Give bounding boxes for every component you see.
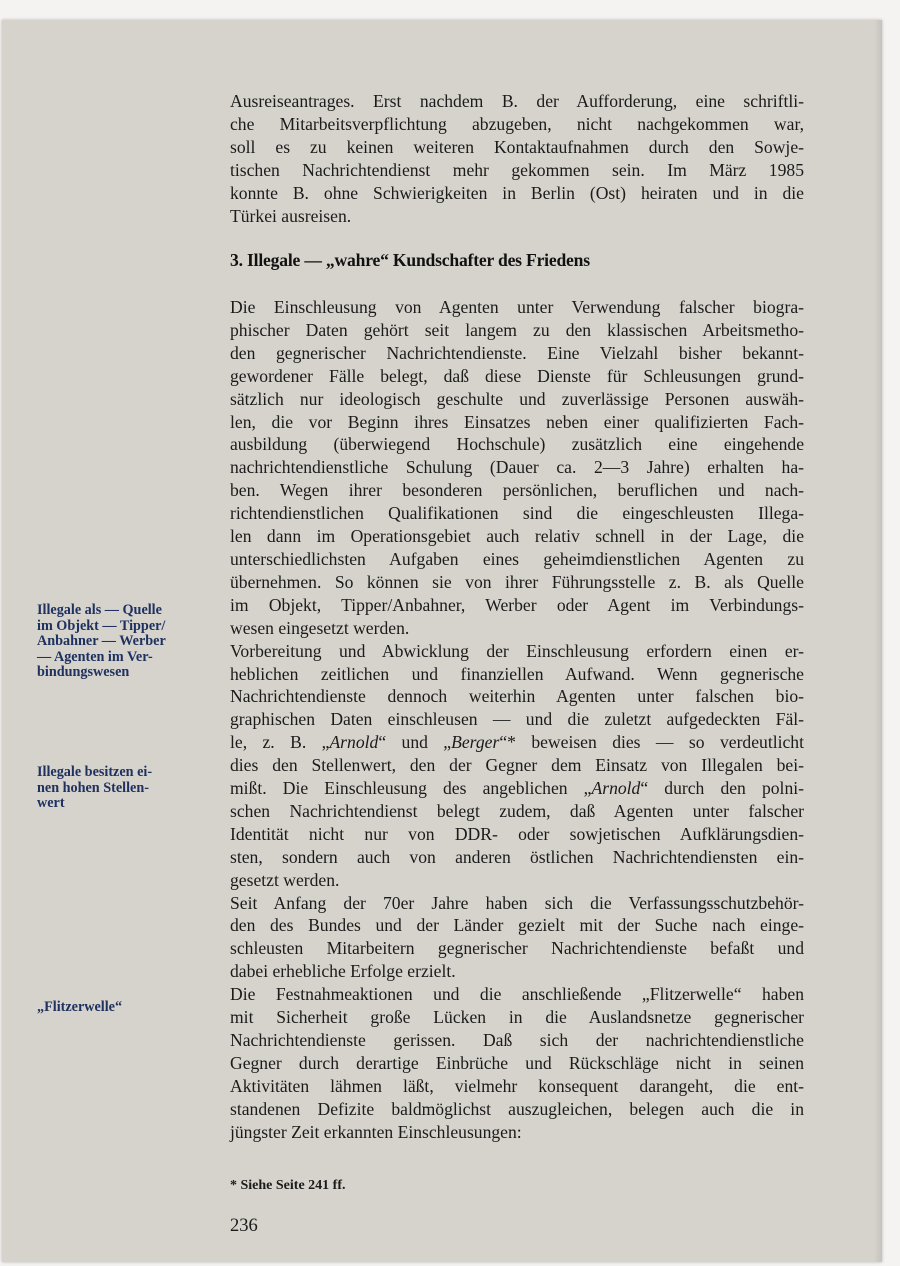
text-line: graphischen Daten einschleusen — und die zuletzt aufgedeckten Fäl-: [230, 709, 804, 730]
text-line: dabei erhebliche Erfolge erzielt.: [230, 961, 456, 982]
text-line: soll es zu keinen weiteren Kontaktaufnahmen durch den Sowje-: [230, 136, 804, 157]
text-line: sätzlich nur ideologisch geschulte und zuverlässige Personen auswäh-: [230, 388, 804, 409]
text-line: wesen eingesetzt werden.: [230, 617, 410, 638]
text-line: ausbildung (überwiegend Hochschule) zusätzlich eine eingehende: [230, 434, 804, 455]
text-line: len, die vor Beginn ihres Einsatzes neben einer qualifizierten Fach-: [230, 411, 804, 432]
text-line: le, z. B. „Arnold“ und „Berger“* beweisen dies — so verdeutlicht: [230, 732, 804, 753]
section-heading: 3. Illegale — „wahre“ Kundschafter des Friedens: [230, 250, 590, 270]
text-line: Vorbereitung und Abwicklung der Einschleusung erfordern einen er-: [230, 640, 804, 661]
text-line: schleusten Mitarbeitern gegnerischer Nachrichtendienste befaßt und: [230, 938, 804, 959]
margin-line: Illegale als — Quelle: [37, 602, 162, 618]
text-line: mit Sicherheit große Lücken in die Auslandsnetze gegnerischer: [230, 1007, 804, 1028]
margin-note-illegale-roles: [37, 603, 202, 681]
text-line: Gegner durch derartige Einbrüche und Rückschläge nicht in seinen: [230, 1052, 804, 1073]
text-line: Die Einschleusung von Agenten unter Verwendung falscher biogra-: [230, 297, 804, 317]
text-line: Seit Anfang der 70er Jahre haben sich die Verfassungsschutzbehör-: [230, 892, 804, 913]
text-line: tischen Nachrichtendienst mehr gekommen sein. Im März 1985: [230, 159, 804, 180]
text-line: Aktivitäten lähmen läßt, vielmehr konsequent darangeht, die ent-: [230, 1075, 804, 1096]
text-line: heblichen zeitlichen und finanziellen Aufwand. Wenn gegnerische: [230, 663, 804, 684]
text-line: gewordener Fälle belegt, daß diese Dienste für Schleusungen grund-: [230, 365, 804, 386]
document-page: [2, 20, 882, 1262]
text-line: dies den Stellenwert, den der Gegner dem Einsatz von Illegalen bei-: [230, 755, 804, 776]
text-line: che Mitarbeitsverpflichtung abzugeben, nicht nachgekommen war,: [230, 113, 804, 134]
text-line: den gegnerischer Nachrichtendienste. Eine Vielzahl bisher bekannt-: [230, 342, 804, 363]
name-arnold: Arnold: [329, 732, 379, 753]
margin-line: im Objekt — Tipper/: [37, 617, 166, 634]
text-line: phischer Daten gehört seit langem zu den klassischen Arbeitsmetho-: [230, 319, 804, 340]
name-berger: Berger: [451, 732, 500, 753]
text-line: jüngster Zeit erkannten Einschleusungen:: [230, 1121, 522, 1142]
margin-line: bindungswesen: [37, 664, 130, 681]
text-line: Nachrichtendienste dennoch weiterhin Agenten unter falschen bio-: [230, 686, 804, 707]
text-line: sten, sondern auch von anderen östlichen Nachrichtendiensten ein-: [230, 846, 804, 867]
text-line: Die Festnahmeaktionen und die anschließende „Flitzerwelle“ haben: [230, 984, 804, 1005]
margin-line: — Agenten im Ver-: [37, 648, 153, 665]
text-line: den des Bundes und der Länder gezielt mit der Suche nach einge-: [230, 915, 804, 936]
footnote: * Siehe Seite 241 ff.: [230, 1178, 346, 1193]
margin-note-stellenwert: [37, 765, 202, 812]
text-line: Ausreiseantrages. Erst nachdem B. der Aufforderung, eine schriftli-: [230, 91, 804, 111]
text-line: im Objekt, Tipper/Anbahner, Werber oder Agent im Verbindungs-: [230, 594, 804, 615]
intro-paragraph: [230, 90, 804, 227]
text-line: len dann im Operationsgebiet auch relativ schnell in der Lage, die: [230, 526, 804, 547]
margin-line: nen hohen Stellen-: [37, 779, 149, 796]
text-line: nachrichtendienstliche Schulung (Dauer ca. 2—3 Jahre) erhalten ha-: [230, 457, 804, 478]
text-line: Türkei ausreisen.: [230, 205, 352, 226]
text-line: standenen Defizite baldmöglichst auszugleichen, belegen auch die in: [230, 1098, 804, 1119]
text-line: übernehmen. So können sie von ihrer Führungsstelle z. B. als Quelle: [230, 571, 804, 592]
page-number: 236: [230, 1216, 258, 1236]
text-line: unterschiedlichsten Aufgaben eines geheimdienstlichen Agenten zu: [230, 548, 804, 569]
margin-line: Anbahner — Werber: [37, 633, 166, 650]
text-line: schen Nachrichtendienst belegt zudem, daß Agenten unter falscher: [230, 800, 804, 821]
name-arnold: Arnold: [591, 778, 641, 799]
margin-line: wert: [37, 795, 65, 812]
text-line: ben. Wegen ihrer besonderen persönlichen, beruflichen und nach-: [230, 480, 804, 501]
text-line: gesetzt werden.: [230, 869, 340, 890]
text-line: konnte B. ohne Schwierigkeiten in Berlin (Ost) heiraten und in die: [230, 182, 804, 203]
text-line: richtendienstlichen Qualifikationen sind die eingeschleusten Illega-: [230, 503, 804, 524]
paragraph-illegale-intro: [230, 296, 804, 1144]
text-line: Identität nicht nur von DDR- oder sowjetischen Aufklärungsdien-: [230, 823, 804, 844]
text-line: Nachrichtendienste gerissen. Daß sich der nachrichtendienstliche: [230, 1030, 804, 1050]
margin-note-flitzerwelle: [37, 1000, 202, 1016]
text-line: mißt. Die Einschleusung des angeblichen „Arnold“ durch den polni-: [230, 778, 804, 799]
margin-line: Illegale besitzen ei-: [37, 764, 153, 780]
margin-line: „Flitzerwelle“: [37, 999, 123, 1015]
